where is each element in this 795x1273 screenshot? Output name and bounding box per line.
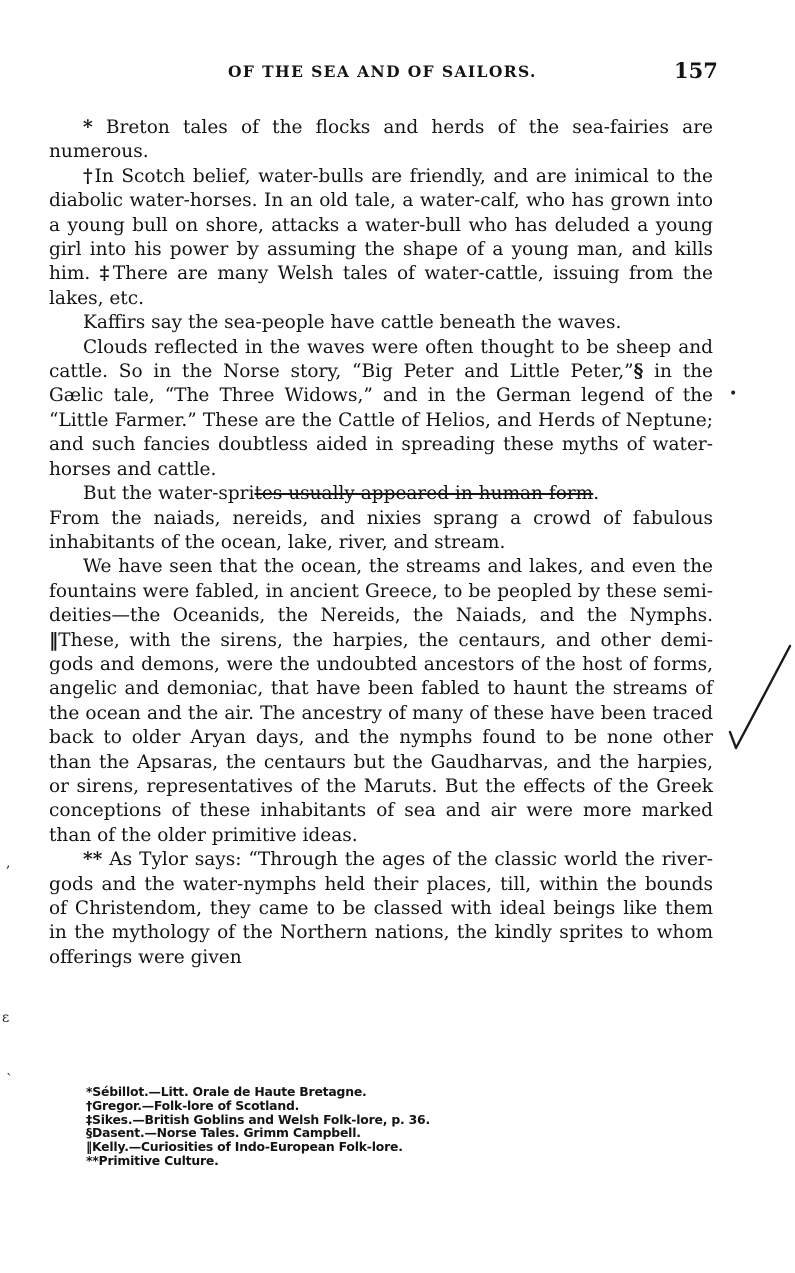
paragraph-water-sprites [49, 482, 713, 506]
paragraph-naiads [49, 507, 713, 556]
paragraph-tylor [49, 848, 713, 970]
footnote-mark: * [83, 117, 93, 138]
paragraph-clouds [49, 336, 713, 482]
footnotes [86, 1085, 430, 1168]
margin-tick: ɛ [2, 1010, 10, 1026]
footnote: §Dasent.—Norse Tales. Grimm Campbell. [86, 1125, 361, 1141]
footnote-mark: ** [83, 849, 103, 871]
paragraph-text: These, with the sirens, the harpies, the centaurs, and other demi-gods and demons, were the undoubted ancestors of the host of forms, angelic and demoniac, that have been fabled to haunt the streams of the ocean and the air. The ancestry of many of these have been traced back to older Aryan days, and the nymphs found to be none other than the Apsaras, the centaurs but the Gaudharvas, and the harpies, or sirens, representatives of the Maruts. But the effects of the Greek conceptions of these inhabitants of sea and air were more marked than of the older primitive ideas. [49, 629, 713, 846]
footnote-mark: ‡ [99, 263, 113, 285]
paragraph-water-bulls [49, 165, 713, 311]
paragraph-text: . [593, 483, 600, 505]
paragraph-text: We have seen that the ocean, the streams and lakes, and even the fountains were fabled, in ancient Greece, to be peopled by these semi-deities—the Oceanids, the Nereids, the Naiads, and the Nymphs. [49, 556, 713, 627]
margin-dot: • [729, 386, 738, 402]
footnote: **Primitive Culture. [86, 1152, 219, 1168]
paragraph-kaffirs [49, 311, 713, 335]
paragraph-text: Clouds reflected in the waves were often thought to be sheep and cattle. So in the Norse story, “Big Peter and Little Peter,” [49, 336, 713, 383]
footnote: ‖Kelly.—Curiosities of Indo-European Folk-lore. [86, 1139, 403, 1155]
footnote: *Sébillot.—Litt. Orale de Haute Bretagne. [86, 1084, 367, 1099]
running-header: OF THE SEA AND OF SAILORS. [228, 62, 537, 81]
paragraph-text: Breton tales of the flocks and herds of the sea-fairies are numerous. [49, 117, 713, 163]
margin-tick: , [6, 855, 11, 871]
footnote-mark: § [633, 361, 644, 383]
body-text [49, 116, 713, 970]
footnote: ‡Sikes.—British Goblins and Welsh Folk-lore, p. 36. [86, 1111, 430, 1127]
paragraph-text: Kaffirs say the sea-people have cattle beneath the waves. [83, 312, 622, 334]
paragraph-text: There are many Welsh tales of water-cattle, issuing from the lakes, etc. [49, 263, 713, 309]
paragraph-text: But the water-spri [83, 483, 255, 505]
margin-tick: ˋ [6, 1072, 13, 1088]
page-number: 157 [674, 58, 718, 83]
paragraph-text: As Tylor says: “Through the ages of the classic world the river-gods and the water-nymphs held their places, till, within the bounds of Christendom, they came to be classed with ideal beings like them in the mythology of the Northern nations, the kindly sprites to whom offerings were given [49, 849, 713, 968]
footnote-mark: ‖ [49, 629, 59, 651]
paragraph-text: In Scotch belief, water-bulls are friendly, and are inimical to the diabolic water-horses. In an old tale, a water-calf, who has grown into a young bull on shore, attacks a water-bull who has deluded a young girl into his power by assuming the shape of a young man, and kills him. [49, 165, 713, 285]
paragraph-breton [49, 116, 713, 165]
footnote-mark: † [83, 165, 95, 187]
footnote: †Gregor.—Folk-lore of Scotland. [86, 1097, 300, 1113]
paragraph-text: From the naiads, nereids, and nixies sprang a crowd of fabulous inhabitants of the ocean, lake, river, and stream. [49, 507, 713, 553]
paragraph-ocean-deities [49, 555, 713, 848]
check-mark-icon [726, 640, 795, 760]
paragraph-text: in the Gælic tale, “The Three Widows,” and in the German legend of the “Little Farmer.” These are the Cattle of Helios, and Herds of Neptune; and such fancies doubtless aided in spreading these myths of water-horses and cattle. [49, 361, 713, 480]
struck-through-text: tes usually appeared in human form [254, 483, 594, 505]
